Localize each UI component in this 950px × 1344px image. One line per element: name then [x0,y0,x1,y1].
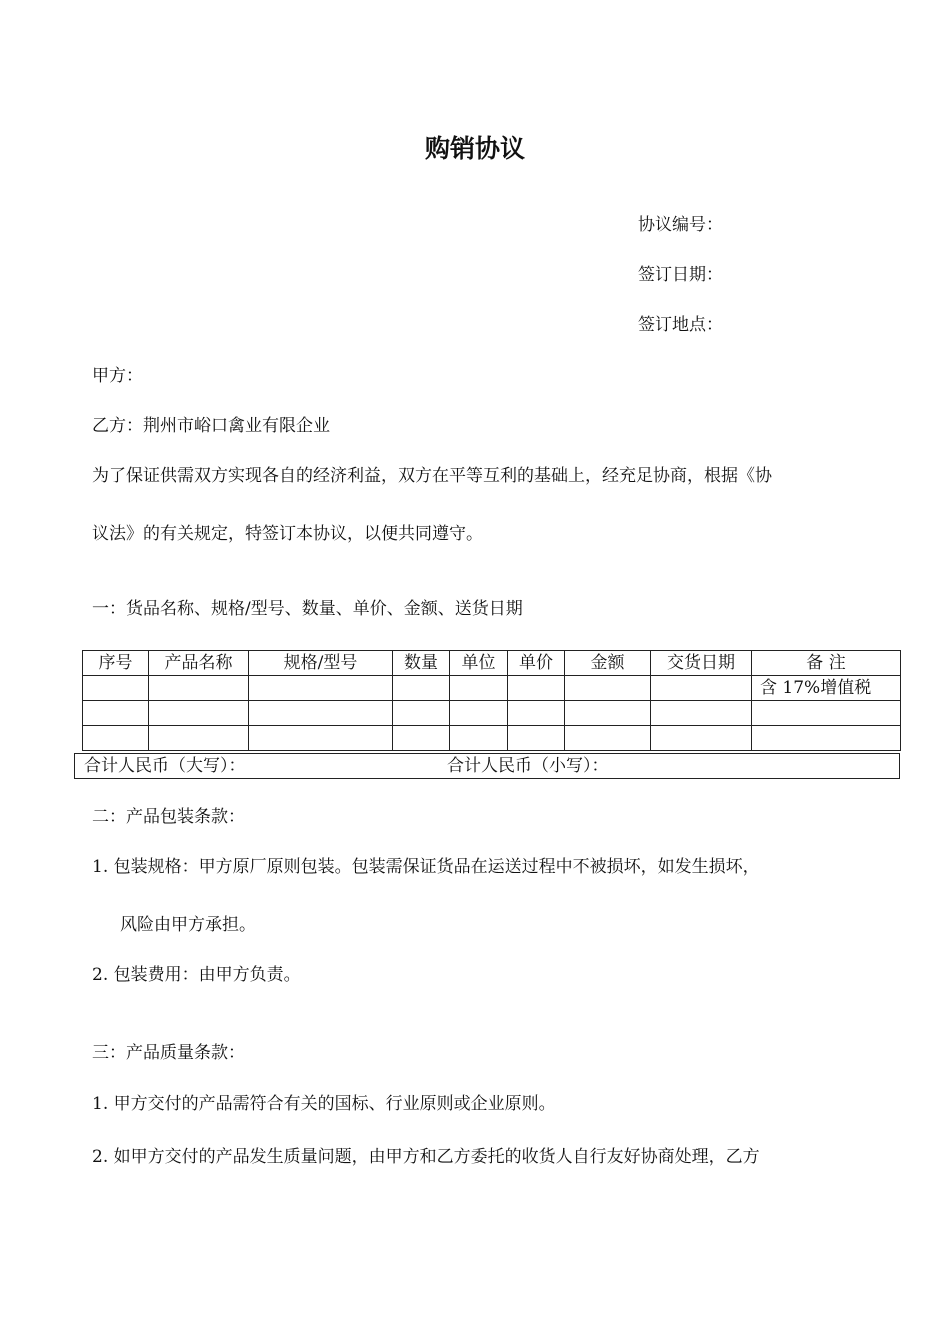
section-3-item-2: 2. 如甲方交付的产品发生质量问题，由甲方和乙方委托的收货人自行友好协商处理，乙方 [92,1147,760,1167]
table-row [83,726,901,751]
table-cell [249,701,393,726]
column-header: 金额 [565,651,651,676]
total-lower-label: 合计人民币（小写）： [447,756,609,776]
table-row [83,701,901,726]
column-header: 单价 [508,651,565,676]
section-3-heading: 三：产品质量条款： [92,1043,245,1063]
table-cell [565,701,651,726]
sign-date-label: 签订日期： [638,265,723,285]
table-cell [508,676,565,701]
goods-table [82,650,901,751]
section-2-heading: 二：产品包装条款： [92,807,245,827]
table-cell [651,676,752,701]
section-2-item-1-line-2: 风险由甲方承担。 [120,915,256,935]
table-cell [393,701,450,726]
table-cell [508,701,565,726]
total-upper-label: 合计人民币（大写）： [84,756,246,776]
table-cell [149,726,249,751]
sign-place-label: 签订地点： [638,315,723,335]
table-cell [565,726,651,751]
column-header: 产品名称 [149,651,249,676]
table-cell [393,676,450,701]
column-header: 单位 [450,651,508,676]
table-cell [249,726,393,751]
total-row [74,753,900,779]
table-row [83,676,901,701]
remark-cell [752,726,901,751]
column-header: 序号 [83,651,149,676]
table-cell [450,676,508,701]
party-a-label: 甲方： [92,366,143,386]
remark-cell [752,701,901,726]
table-cell [149,676,249,701]
section-1-heading: 一：货品名称、规格/型号、数量、单价、金额、送货日期 [92,599,523,619]
remark-cell: 含 17%增值税 [752,676,901,701]
intro-line-1: 为了保证供需双方实现各自的经济利益，双方在平等互利的基础上，经充足协商，根据《协 [92,466,772,486]
party-b-label: 乙方：荆州市峪口禽业有限企业 [92,416,330,436]
table-cell [149,701,249,726]
table-cell [565,676,651,701]
table-cell [450,726,508,751]
column-header: 交货日期 [651,651,752,676]
table-cell [651,726,752,751]
table-cell [393,726,450,751]
table-cell [83,726,149,751]
column-header: 数量 [393,651,450,676]
section-2-item-1-line-1: 1. 包装规格：甲方原厂原则包装。包装需保证货品在运送过程中不被损坏，如发生损坏， [92,857,760,877]
column-header: 备 注 [752,651,901,676]
section-3-item-1: 1. 甲方交付的产品需符合有关的国标、行业原则或企业原则。 [92,1094,556,1114]
table-cell [249,676,393,701]
table-header-row [83,651,901,676]
column-header: 规格/型号 [249,651,393,676]
table-cell [83,701,149,726]
document-title: 购销协议 [424,134,525,163]
table-cell [450,701,508,726]
contract-number-label: 协议编号： [638,215,723,235]
intro-line-2: 议法》的有关规定，特签订本协议，以便共同遵守。 [92,524,483,544]
table-cell [83,676,149,701]
section-2-item-2: 2. 包装费用：由甲方负责。 [92,965,301,985]
table-cell [651,701,752,726]
table-cell [508,726,565,751]
